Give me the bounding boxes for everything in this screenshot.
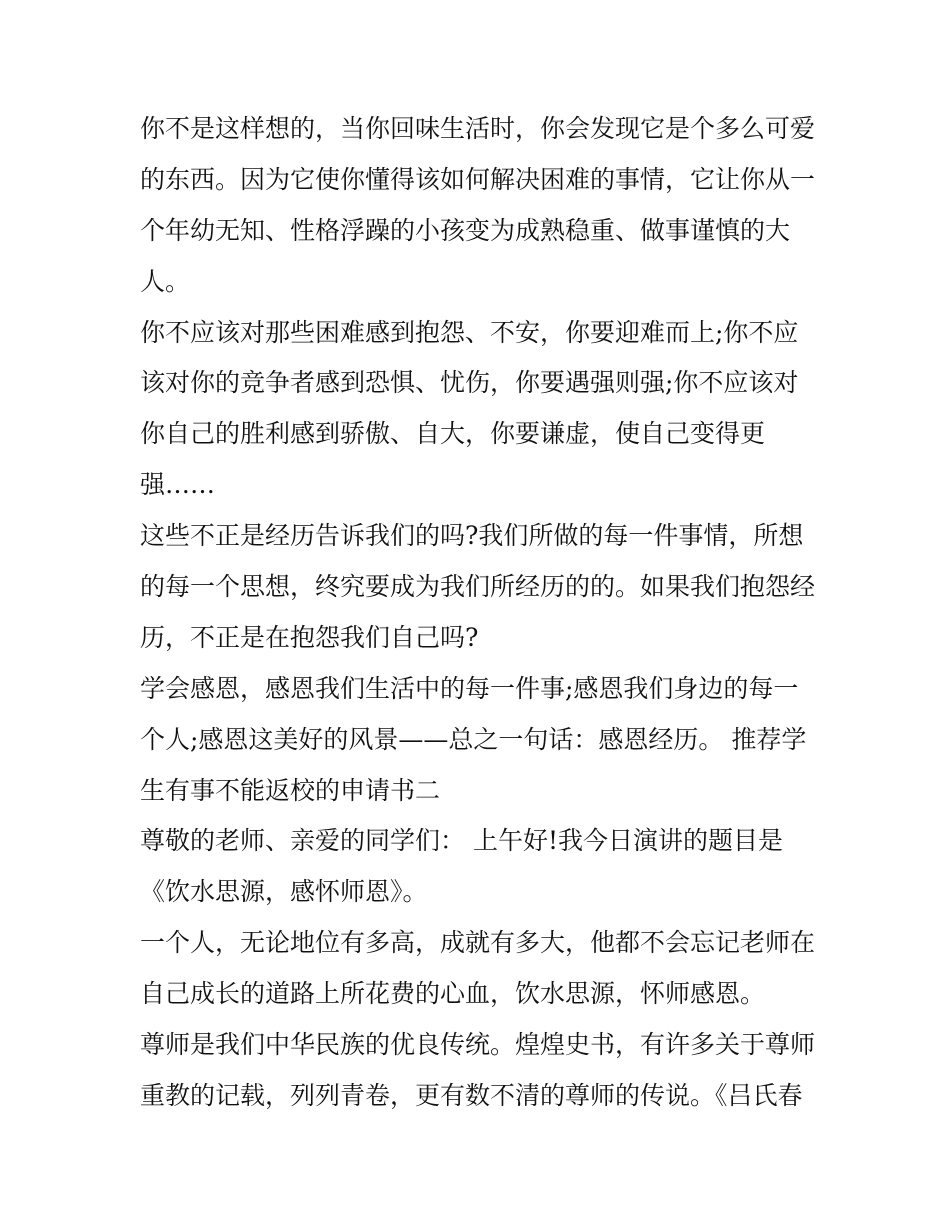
text-line: 你自己的胜利感到骄傲、自大，你要谦虚，使自己变得更 [140, 419, 766, 449]
text-line: 生有事不能返校的申请书二 [140, 775, 441, 805]
text-line: 尊师是我们中华民族的优良传统。煌煌史书，有许多关于尊师 [140, 1030, 816, 1060]
text-line: 《饮水思源，感怀师恩》。 [140, 877, 428, 907]
text-line: 你不是这样想的，当你回味生活时，你会发现它是个多么可爱 [140, 114, 816, 143]
text-line: 尊敬的老师、亲爱的同学们： 上午好!我今日演讲的题目是 [140, 826, 783, 856]
text-line: 人。 [140, 266, 191, 296]
text-line: 重教的记载，列列青卷，更有数不清的尊师的传说。《吕氏春 [140, 1080, 803, 1110]
text-line: 学会感恩，感恩我们生活中的每一件事;感恩我们身边的每一 [140, 673, 799, 703]
text-line: 这些不正是经历告诉我们的吗?我们所做的每一件事情，所想 [140, 521, 804, 551]
text-line: 的东西。因为它使你懂得该如何解决困难的事情，它让你从一 [140, 164, 816, 194]
text-line: 的每一个思想，终究要成为我们所经历的的。如果我们抱怨经 [140, 572, 816, 602]
text-line: 个人;感恩这美好的风景——总之一句话：感恩经历。 推荐学 [140, 724, 807, 754]
document-body [140, 104, 820, 1122]
text-line: 自己成长的道路上所花费的心血，饮水思源，怀师感恩。 [140, 979, 766, 1009]
text-line: 你不应该对那些困难感到抱怨、不安，你要迎难而上;你不应 [140, 317, 799, 347]
text-line: 历，不正是在抱怨我们自己吗? [140, 622, 479, 652]
text-line: 一个人，无论地位有多高，成就有多大，他都不会忘记老师在 [140, 928, 816, 958]
text-line: 个年幼无知、性格浮躁的小孩变为成熟稳重、做事谨慎的大 [140, 215, 791, 245]
text-line: 该对你的竞争者感到恐惧、忧伤，你要遇强则强;你不应该对 [140, 368, 799, 398]
text-line: 强…… [140, 470, 216, 500]
